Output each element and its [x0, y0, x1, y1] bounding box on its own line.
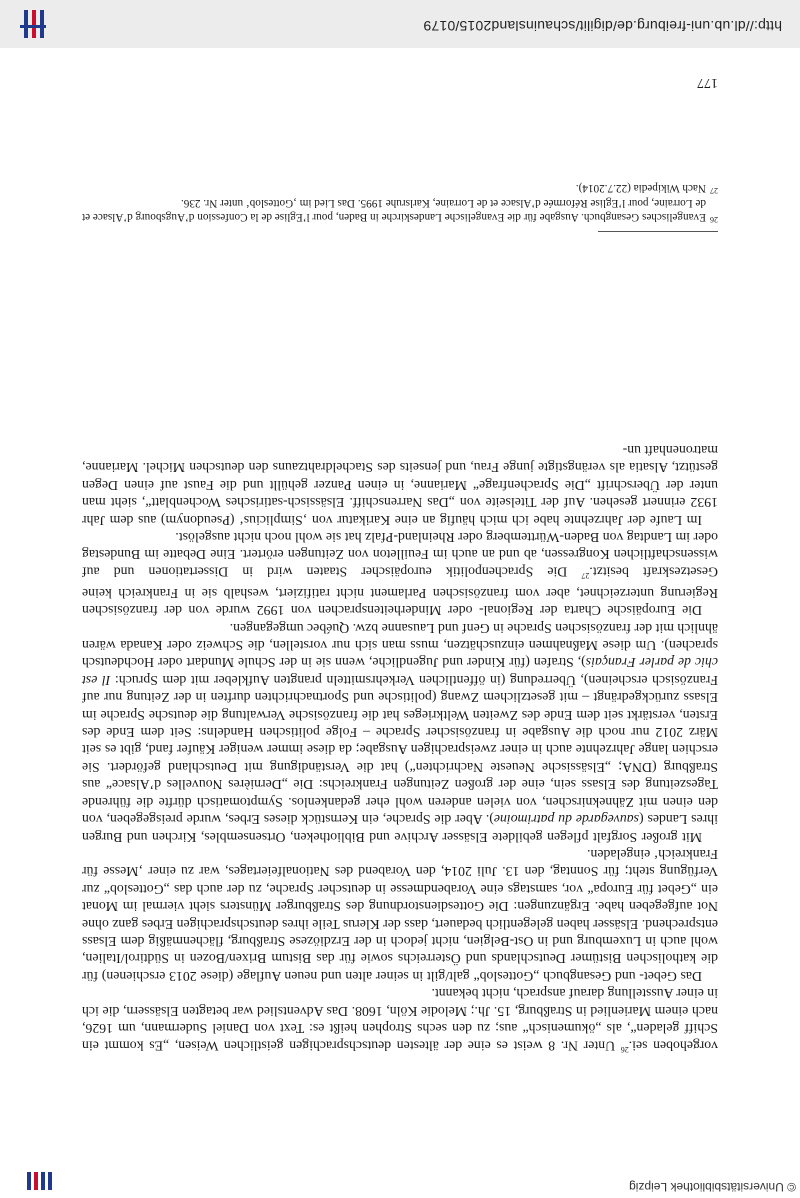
url-band	[0, 0, 800, 48]
footnote-26	[82, 196, 718, 224]
footnote-ref-26: 26	[620, 1045, 629, 1054]
text-run: ). Aber die Sprache, ein Kernstück dieses Erbes, wurde preisgegeben, von den einen mit Zähneknirschen, von vielen anderen wohl eher gedankenlos. Symptomatisch dürfte die führende Tageszeitung des Elsass sein, eine der großen Zeitungen Frankreichs: Die „Dernières Nouvelles d’Alsace“ aus Straßburg (DNA; „Elsässische Neueste Nachrichten“) hat die Verständigung mit Deutschland gefördert. Sie erschien lange Jahrzehnte auch in einer zweisprachigen Ausgabe; da diese immer weniger Käufer fand, gibt es seit März 2012 nur noch die Ausgabe in französischer Sprache – Folge politischen Handelns: Seit dem Ende des Ersten, verstärkt seit dem Ende des Zweiten Weltkrieges hat die französische Verwaltung die deutsche Sprache im Elsass zurückgedrängt – mit gesetzlichem Zwang (politische und Sportnachrichten durften in der Zeitung nur auf Französisch erscheinen), Überredung (in öffentlichen Verkehrsmitteln prangten Aufkleber mit dem Spruch:	[82, 672, 718, 828]
text-run: Die Europäische Charta der Regional- oder Minderheitensprachen von 1992 wurde von der französischen Regierung unterzeichnet, aber vom französischen Parlament nicht ratifiziert, weshalb sie in Frankreich keine Gesetzeskraft besitzt.	[82, 564, 718, 619]
library-credit-top: © Universitätsbibliothek Leipzig	[629, 1180, 796, 1194]
footnote-text: Nach Wikipedia (22.7.2014).	[575, 181, 706, 194]
paragraph-5: Im Laufe der Jahrzehnte habe ich mich häufig an eine Karikatur von ‚Simplicius‘ (Pseudonym) aus dem Jahr 1932 erinnert gesehen. Auf der Titelseite von „Das Narrenschiff. Elsässisch-satirisches Wochenblatt“, sieht man unter der Überschrift „Die Sprachenfrage“ Marianne, in einen Panzer gehüllt und die Faust auf einen Degen gestützt, Alsatia als verängstigte junge Frau, und jenseits des Stacheldrahtzauns den deutschen Michel. Marianne, matronenhaft un-	[82, 443, 718, 528]
footnote-ref-27: 27	[581, 571, 590, 581]
text-run: Mit großer Sorgfalt pflegen gebildete Elsässer Archive und Bibliotheken, Ortsensembles, Kirchen und Burgen ihres Landes (	[82, 812, 718, 845]
page-number: 177	[697, 75, 718, 90]
footnote-number: 27	[710, 185, 718, 195]
library-logo-icon	[20, 1170, 54, 1192]
library-logo-icon	[10, 6, 50, 42]
footnote-number: 26	[710, 215, 718, 224]
top-bar	[0, 1162, 800, 1198]
footnote-divider	[598, 231, 718, 232]
main-text	[82, 442, 718, 1058]
text-run: Die Sprachenpolitik europäischer Staaten wird in Dissertationen und auf wissenschaftlichen Kongressen, ab und an auch im Feuilleton von Zeitungen erörtert. Eine Debatte im Bundestag oder im Landtag von Baden-Württemberg oder Rheinland-Pfalz hat sie wohl noch nicht ausgelöst.	[82, 530, 718, 580]
paragraph-1	[82, 985, 718, 1058]
document-url-link[interactable]: http://dl.ub.uni-freiburg.de/digilit/schauinsland2015/0179	[423, 18, 782, 34]
text-run: ), Strafen (für Kinder und Jugendliche, wenn sie in der Schule Mundart oder Hochdeutsch sprachen). Um diese Maßnahmen einzuschätzen, muss man sich nur vorstellen, die Schweiz oder Kanada wären ähnlich mit der französischen Sprache in Genf und Lausanne bzw. Québec umgegangen.	[82, 620, 718, 671]
footnote-text: Evangelisches Gesangbuch. Ausgabe für die Evangelische Landeskirche in Baden, pour l’Eglise de la Confession d’Augsbourg d’Alsace et de Lorraine, pour l’Eglise Réformée d’Alsace et de Lorraine, Karlsruhe 1995. Das Lied im ‚Gotteslob‘ unter Nr. 236.	[82, 196, 706, 223]
footnotes	[82, 179, 718, 224]
text-run: vorgehoben sei.	[628, 1038, 718, 1054]
text-run: Unter Nr. 8 weist es eine der ältesten deutschsprachigen geistlichen Weisen, „Es kommt ein Schiff geladen“, als „ökumenisch“ aus; zu den sechs Strophen heißt es: Text von Daniel Sudermann, um 1626, nach einem Marienlied in Straßburg, 15. Jh.; Melodie Köln, 1608. Das Adventslied war betagten Elsässern, die ich in einer Ausstellung darauf ansprach, nicht bekannt.	[82, 986, 718, 1054]
footnote-27	[82, 180, 718, 194]
italic-phrase: sauvegarde du patrimoine	[493, 812, 639, 828]
paragraph-4	[82, 529, 718, 620]
paragraph-3	[82, 619, 718, 845]
italic-phrase: Il est chic de parler Français	[81, 655, 718, 688]
paragraph-2: Das Gebet- und Gesangbuch „Gotteslob“ galt/gilt in seiner alten und neuen Auflage (diese 2013 erschienen) für die katholischen Bistümer Deutschlands und Österreichs sowie für das Bistum Brixen/Bozen in Südtirol/Italien, wohl auch in Luxemburg und in Ost-Belgien, nicht jedoch in der Erzdiözese Straßburg, flächenmäßig dem Elsass entsprechend. Elsässer haben gelegentlich bedauert, dass der Klerus Teile ihres deutschsprachigen Erbes ganz ohne Not aufgegeben habe. Ergänzungen: Die Gottesdienstordnung des Straßburger Münsters sieht viermal im Monat ein „Gebet für Europa“ vor, samstags eine Vorabendmesse in deutscher Sprache, zu der auch das „Gotteslob“ zur Verfügung steht; für Sonntag, den 13. Juli 2014, den Vorabend des Nationalfeiertages, war zu einer ‚Messe für Frankreich‘ eingeladen.	[82, 846, 718, 984]
